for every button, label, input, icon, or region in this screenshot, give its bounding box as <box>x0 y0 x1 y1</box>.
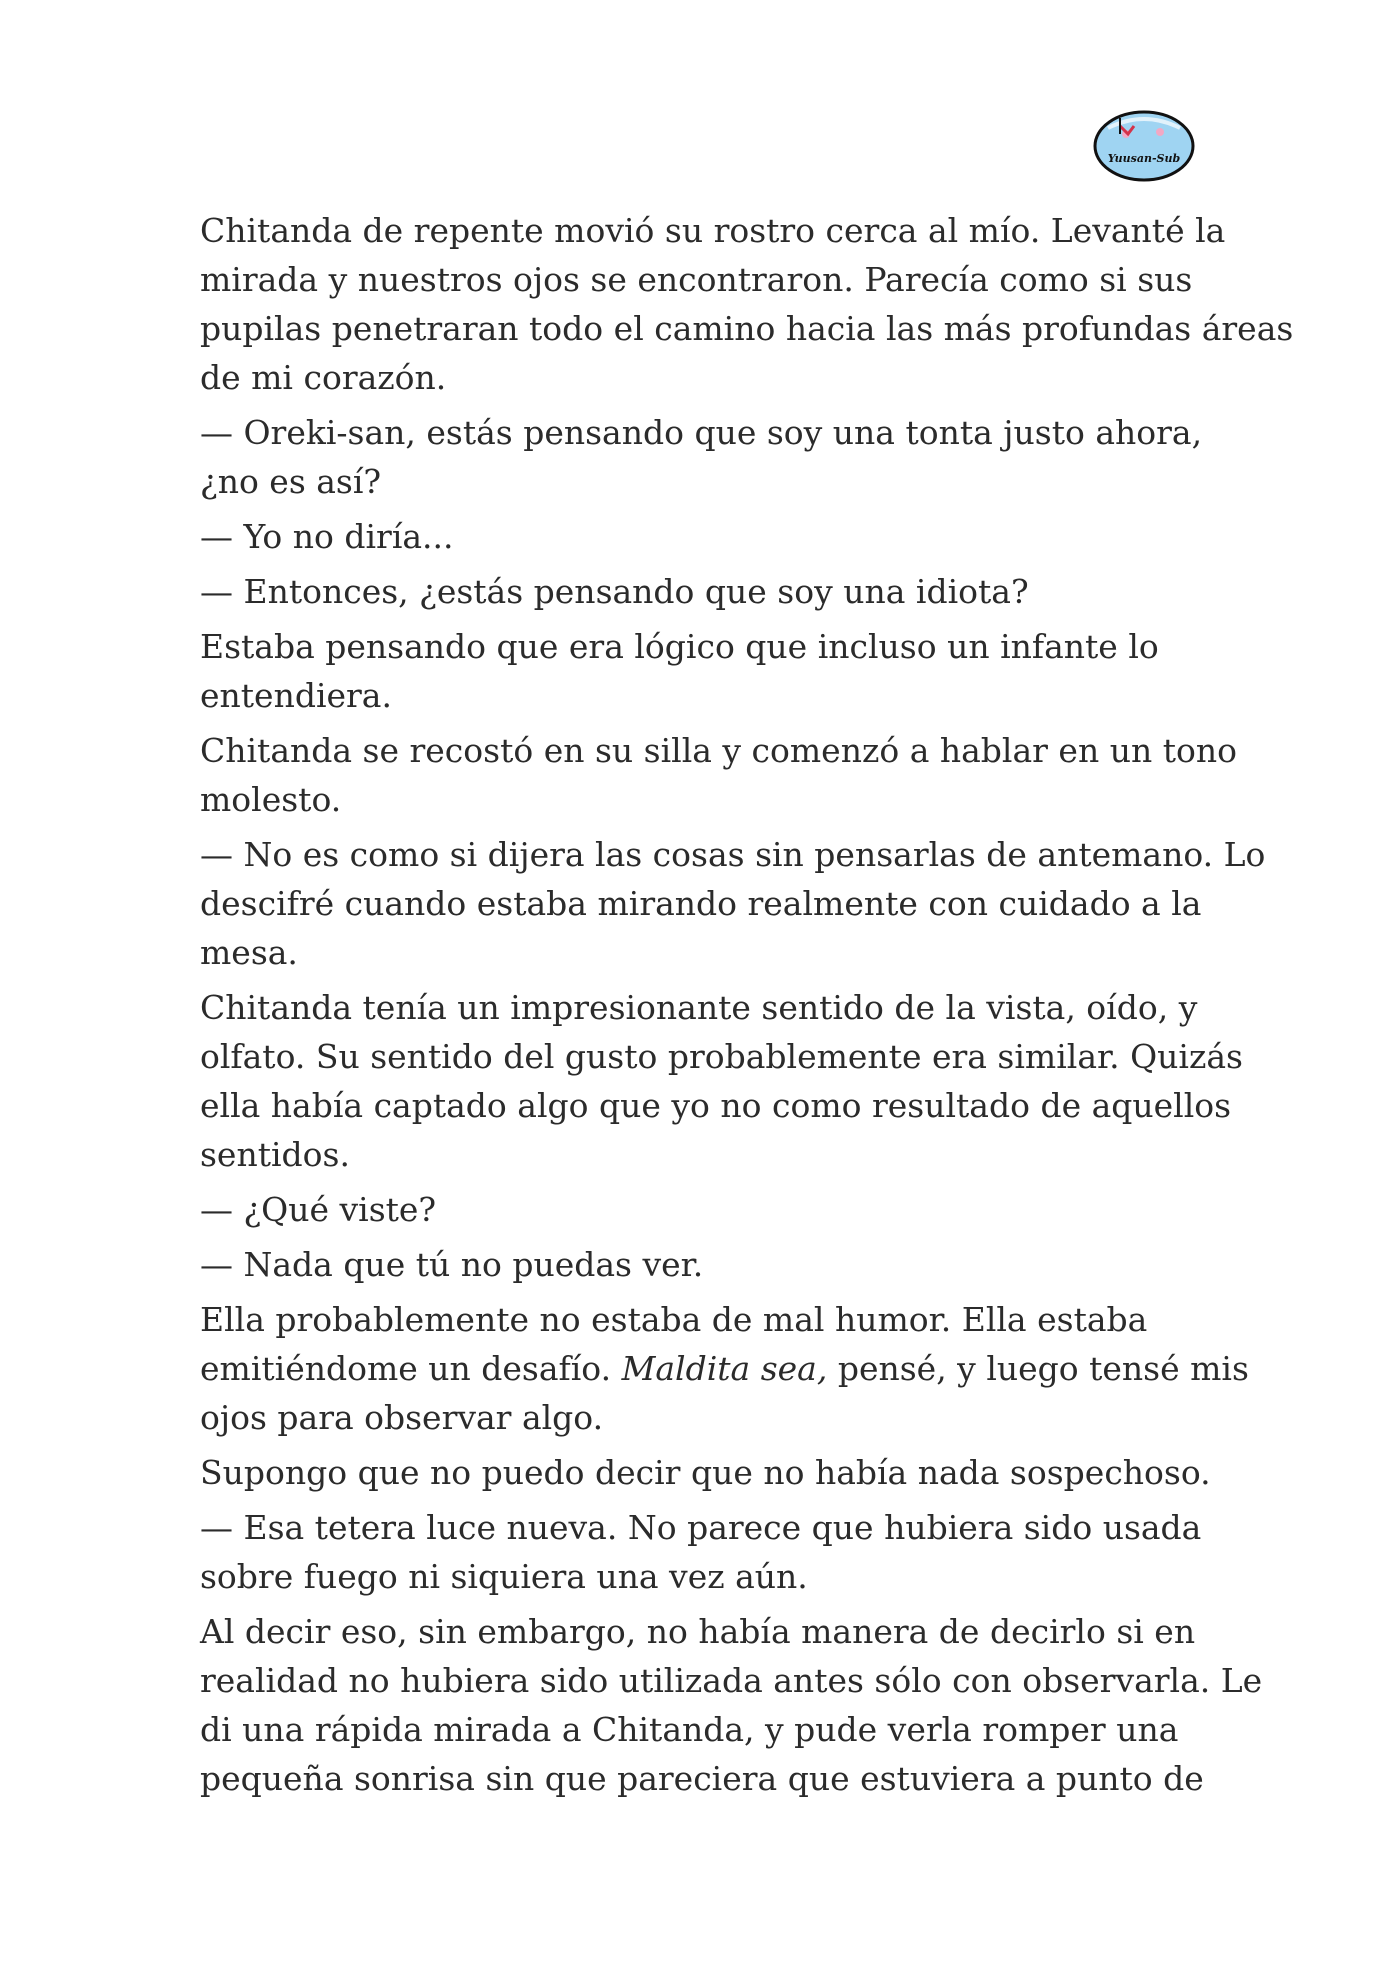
text-line: Ella probablemente no estaba de mal humor. Ella estaba <box>200 1300 1148 1339</box>
text-line: mesa. <box>200 933 298 972</box>
text-line: — Nada que tú no puedas ver. <box>200 1245 704 1284</box>
text-line: Estaba pensando que era lógico que incluso un infante lo <box>200 627 1159 666</box>
text-line: pequeña sonrisa sin que pareciera que estuviera a punto de <box>200 1759 1204 1798</box>
yuusan-sub-logo <box>1090 104 1198 184</box>
text-line: pupilas penetraran todo el camino hacia las más profundas áreas <box>200 309 1294 348</box>
dialogue-paragraph <box>200 408 1203 506</box>
text-line: entendiera. <box>200 676 392 715</box>
text-line: de mi corazón. <box>200 358 447 397</box>
text-line: sobre fuego ni siquiera una vez aún. <box>200 1557 808 1596</box>
text-line: ¿no es así? <box>200 462 382 501</box>
text-line: realidad no hubiera sido utilizada antes sólo con observarla. Le <box>200 1661 1263 1700</box>
text-line: Al decir eso, sin embargo, no había manera de decirlo si en <box>200 1612 1196 1651</box>
paragraph <box>200 622 1200 720</box>
text-line: sentidos. <box>200 1135 350 1174</box>
text-line: Chitanda tenía un impresionante sentido de la vista, oído, y <box>200 988 1198 1027</box>
text-line: ella había captado algo que yo no como resultado de aquellos <box>200 1086 1232 1125</box>
text-segment: pensé, y luego tensé mis <box>827 1349 1249 1388</box>
paragraph <box>200 1448 1211 1497</box>
paragraph <box>200 726 1237 824</box>
text-line: — Esa tetera luce nueva. No parece que hubiera sido usada <box>200 1508 1202 1547</box>
text-line: Supongo que no puedo decir que no había nada sospechoso. <box>200 1453 1211 1492</box>
text-line: — Entonces, ¿estás pensando que soy una idiota? <box>200 572 1029 611</box>
text-line: — Yo no diría... <box>200 517 454 556</box>
text-line: di una rápida mirada a Chitanda, y pude verla romper una <box>200 1710 1179 1749</box>
dialogue-paragraph <box>200 567 1200 616</box>
text-line: — No es como si dijera las cosas sin pensarlas de antemano. Lo <box>200 835 1266 874</box>
paragraph <box>200 1607 1263 1803</box>
novel-text <box>200 206 1294 1809</box>
dialogue-paragraph <box>200 1185 1200 1234</box>
italic-segment: Maldita sea, <box>621 1349 828 1388</box>
text-line: ojos para observar algo. <box>200 1398 604 1437</box>
text-line: — Oreki-san, estás pensando que soy una tonta justo ahora, <box>200 413 1203 452</box>
dialogue-paragraph <box>200 830 1266 977</box>
paragraph <box>200 983 1243 1179</box>
logo-text: Yuusan-Sub <box>1107 152 1181 165</box>
text-line: descifré cuando estaba mirando realmente con cuidado a la <box>200 884 1202 923</box>
logo-image <box>1090 104 1198 184</box>
text-line: — ¿Qué viste? <box>200 1190 437 1229</box>
text-line: molesto. <box>200 780 342 819</box>
text-line: Chitanda se recostó en su silla y comenzó a hablar en un tono <box>200 731 1237 770</box>
text-line-mixed <box>200 1344 1249 1393</box>
dialogue-paragraph <box>200 512 1200 561</box>
dialogue-paragraph <box>200 1503 1200 1601</box>
text-segment: emitiéndome un desafío. <box>200 1349 622 1388</box>
text-line: Chitanda de repente movió su rostro cerca al mío. Levanté la <box>200 211 1226 250</box>
text-line: mirada y nuestros ojos se encontraron. Parecía como si sus <box>200 260 1193 299</box>
paragraph <box>200 206 1294 402</box>
paragraph <box>200 1295 1249 1442</box>
text-line: olfato. Su sentido del gusto probablemente era similar. Quizás <box>200 1037 1243 1076</box>
dialogue-paragraph <box>200 1240 1200 1289</box>
